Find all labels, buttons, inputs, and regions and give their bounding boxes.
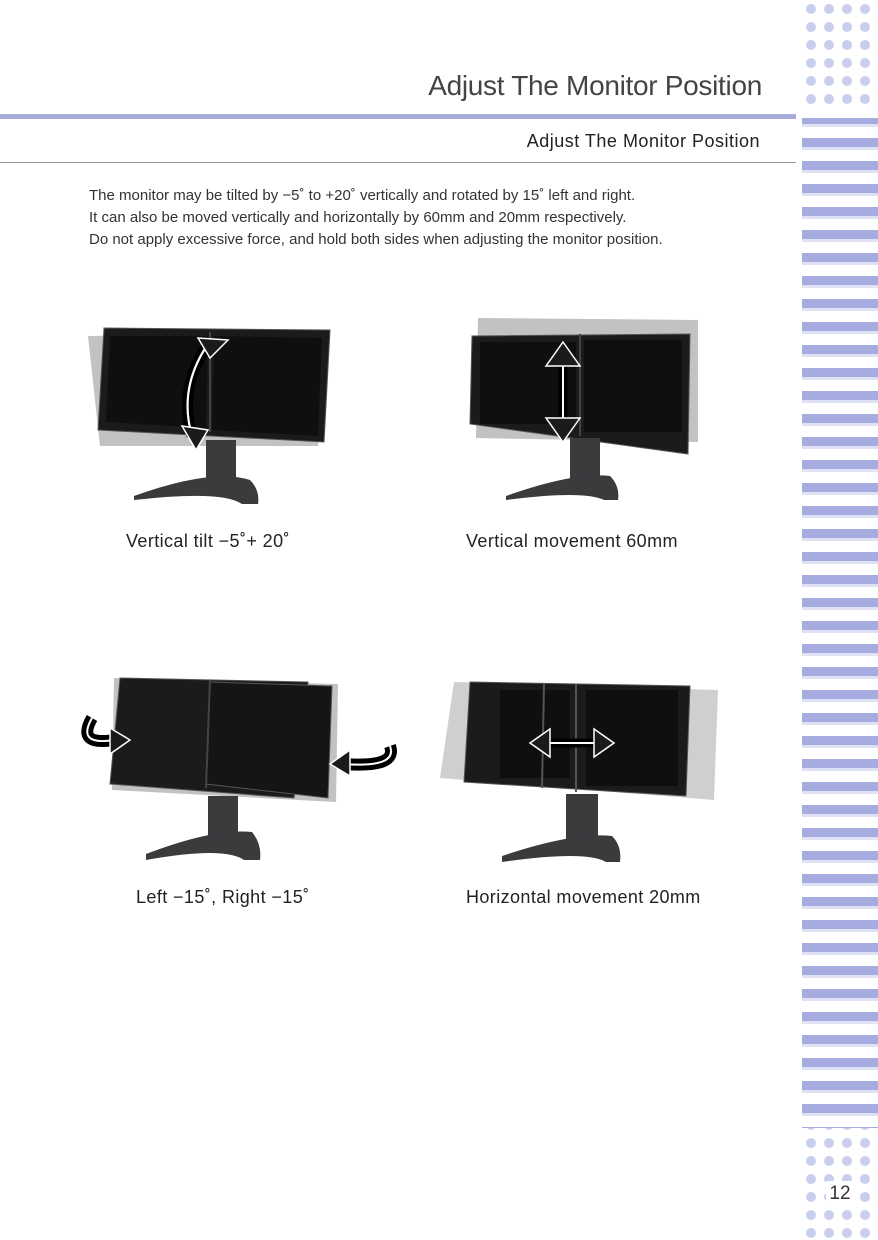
sidebar-decoration [802,0,878,1240]
intro-line: Do not apply excessive force, and hold both sides when adjusting the monitor position. [89,231,663,248]
caption-rotation: Left −15˚, Right −15˚ [136,887,310,907]
caption-horizontal-movement: Horizontal movement 20mm [466,887,701,907]
vertical-tilt-illustration [82,318,342,518]
rotation-illustration [74,672,404,872]
section-title: Adjust The Monitor Position [526,131,760,151]
intro-text [89,185,789,251]
caption-vertical-movement: Vertical movement 60mm [466,531,678,551]
vertical-movement-illustration [462,314,702,514]
page-title: Adjust The Monitor Position [428,70,762,101]
page-number: 12 [826,1181,854,1207]
title-rule [0,114,796,119]
section-divider [0,162,796,163]
horizontal-movement-illustration [436,676,722,872]
intro-line: It can also be moved vertically and horizontally by 60mm and 20mm respectively. [89,209,627,226]
caption-vertical-tilt: Vertical tilt −5˚+ 20˚ [126,531,290,551]
intro-line: The monitor may be tilted by −5˚ to +20˚ vertically and rotated by 15˚ left and right. [89,187,636,204]
